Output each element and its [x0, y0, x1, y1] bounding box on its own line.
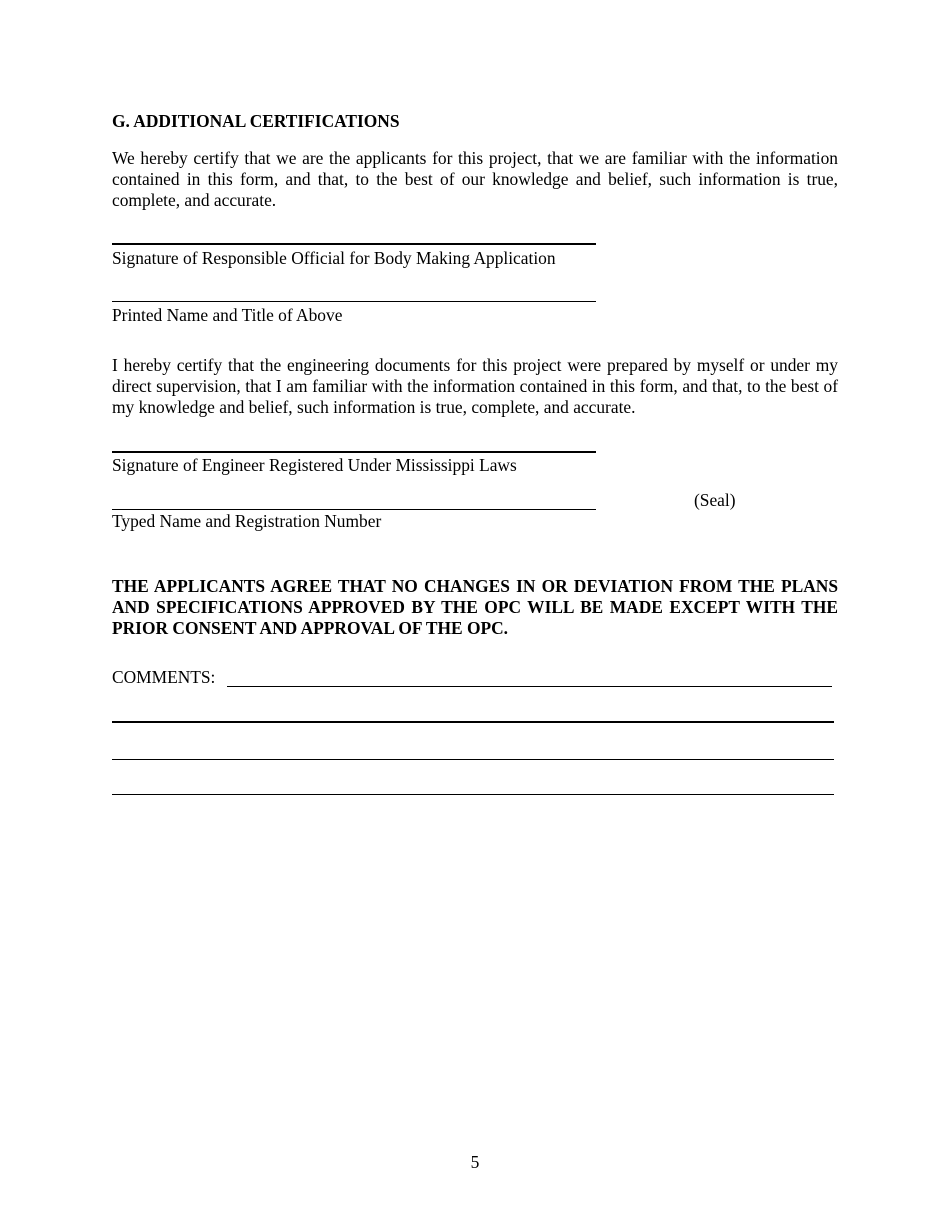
comments-line-2[interactable]: [112, 721, 834, 723]
official-signature-label: Signature of Responsible Official for Body Making Application: [112, 248, 556, 268]
section-heading: G. ADDITIONAL CERTIFICATIONS: [112, 111, 400, 131]
typed-name-line[interactable]: [112, 509, 596, 510]
page-number: 5: [470, 1152, 480, 1172]
applicant-certification-text: We hereby certify that we are the applicants for this project, that we are familiar with the information contained in this form, and that, to the best of our knowledge and belief, such information is true, complete, and accurate.: [112, 148, 838, 210]
comments-field[interactable]: [227, 686, 832, 687]
comments-line-3[interactable]: [112, 759, 834, 760]
official-signature-line[interactable]: [112, 243, 596, 245]
engineer-signature-line[interactable]: [112, 451, 596, 453]
typed-name-label: Typed Name and Registration Number: [112, 511, 382, 531]
comments-line-4[interactable]: [112, 794, 834, 795]
printed-name-label: Printed Name and Title of Above: [112, 305, 343, 325]
seal-label: (Seal): [694, 490, 736, 510]
agreement-statement: THE APPLICANTS AGREE THAT NO CHANGES IN OR DEVIATION FROM THE PLANS AND SPECIFICATIONS APPROVED BY THE OPC WILL BE MADE EXCEPT WITH THE PRIOR CONSENT AND APPROVAL OF THE OPC.: [112, 576, 838, 638]
comments-label: COMMENTS:: [112, 667, 216, 687]
printed-name-line[interactable]: [112, 301, 596, 302]
engineer-certification-text: I hereby certify that the engineering documents for this project were prepared by myself or under my direct supervision, that I am familiar with the information contained in this form, and that, to the best of my knowledge and belief, such information is true, complete, and accurate.: [112, 355, 838, 417]
engineer-signature-label: Signature of Engineer Registered Under Mississippi Laws: [112, 455, 517, 475]
